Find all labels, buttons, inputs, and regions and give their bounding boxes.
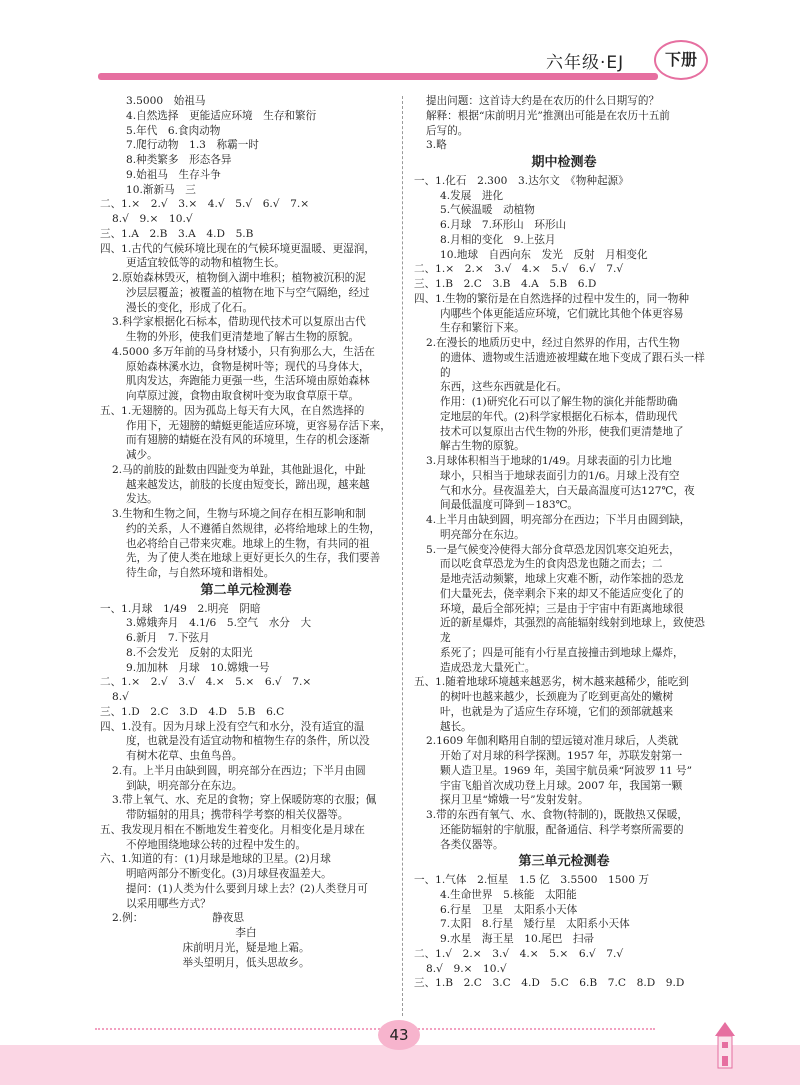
answer-line: 3.略 (426, 139, 447, 152)
answer-line: 沙层层覆盖；被覆盖的植物在地下与空气隔绝，经过 (126, 286, 370, 299)
grade-label: 六年级·EJ (546, 53, 625, 73)
right-column (414, 94, 714, 991)
answer-line: 而以吃食草恐龙为生的食肉恐龙也随之而去；二 (440, 558, 663, 571)
answer-line: 探月卫星“嫦娥一号”发射发射。 (440, 794, 589, 807)
answer-line: 2.马的前肢的趾数由四趾变为单趾，其他趾退化，中趾 (112, 463, 366, 476)
section-heading: 第三单元检测卷 (518, 854, 610, 870)
answer-line: 四、1.生物的繁衍是在自然选择的过程中发生的，同一物种 (414, 292, 689, 305)
answer-line: 3.科学家根据化石标本，借助现代技术可以复原出古代 (112, 316, 366, 329)
answer-line: 开始了对月球的科学探测。1957 年，苏联发射第一 (440, 750, 683, 762)
answer-line: 以采用哪些方式？ (126, 897, 211, 910)
answer-line: 颗人造卫星。1969 年，美国宇航员乘“阿波罗 11 号” (440, 764, 693, 777)
answer-line: 各类仪器等。 (440, 838, 504, 851)
page-number: 43 (378, 1020, 420, 1050)
answer-line: 技术可以复原出古代生物的外形，使我们更清楚地了 (440, 425, 684, 438)
answer-line: 二、1.× 2.√ 3.√ 4.× 5.× 6.√ 7.× (100, 676, 312, 689)
answer-line: 肌肉发达，奔跑能力更强一些，生活环境由原始森林 (126, 375, 370, 388)
answer-line: 8.√ 9.× 10.√ (426, 962, 507, 975)
answer-line: 7.爬行动物 1.3 称霸一时 (126, 139, 259, 152)
answer-line: 五、我发现月相在不断地发生着变化。月相变化是月球在 (100, 823, 365, 836)
answer-line: 也必将给自己带来灾难。地球上的生物，有共同的祖 (126, 537, 370, 550)
footer-wave (0, 1045, 800, 1085)
tower-icon (712, 1020, 738, 1070)
answer-line: 提问：(1)人类为什么要到月球上去？(2)人类登月可 (126, 882, 368, 895)
answer-line: 3.5000 始祖马 (126, 95, 206, 107)
answer-line: 五、1.无翅膀的。因为孤岛上每天有大风，在自然选择的 (100, 404, 365, 417)
answer-line: 三、1.B 2.C 3.C 4.D 5.C 6.B 7.C 8.D 9.D (414, 977, 685, 990)
answer-line: 约的关系，人不遵循自然规律，必将给地球上的生物， (126, 522, 381, 535)
footer-dotted-line (95, 1028, 655, 1030)
answer-line: 二、1.× 2.× 3.√ 4.× 5.√ 6.√ 7.√ (414, 263, 624, 276)
answer-line: 4.发展 进化 (440, 189, 504, 202)
answer-line: 8.不会发光 反射的太阳光 (126, 646, 253, 659)
answer-line: 向草原过渡，食物由取食树叶变为取食草原干草。 (126, 390, 360, 402)
answer-line: 定地层的年代。(2)科学家根据化石标本，借助现代 (440, 410, 678, 423)
answer-line: 不停地围绕地球公转的过程中发生的。 (126, 838, 307, 851)
answer-line: 四、1.古代的气候环境比现在的气候环境更温暖、更湿润， (100, 242, 375, 255)
answer-line: 而有翅膀的蜻蜓在没有风的环境里，生存的机会逐渐 (126, 434, 370, 447)
answer-line: 带防辐射的用具；携带科学考察的相关仪器等。 (126, 809, 349, 821)
left-column (100, 94, 392, 970)
answer-line: 先，为了使人类在地球上更好更长久的生存，我们要善 (126, 552, 381, 565)
answer-line: 作用：(1)研究化石可以了解生物的演化并能帮助确 (440, 396, 678, 408)
section-heading: 第二单元检测卷 (200, 582, 292, 598)
answer-line: 环境，最后全部死掉；三是由于宇宙中有距离地球很 (440, 602, 684, 615)
answer-line: 有树木花草、虫鱼鸟兽。 (126, 750, 243, 762)
answer-line: 系死了；四是可能有小行星直接撞击到地球上爆炸， (440, 646, 684, 659)
answer-line: 8.月相的变化 9.上弦月 (440, 233, 556, 246)
answer-line: 2.1609 年伽利略用自制的望远镜对准月球后，人类就 (426, 735, 679, 748)
column-divider (402, 96, 403, 1016)
answer-line: 5.气候温暖 动植物 (440, 204, 535, 217)
answer-line: 9.加加林 月球 10.嫦娥一号 (126, 661, 270, 674)
answer-line: 还能防辐射的宇航服，配备通信、科学考察所需要的 (440, 823, 684, 836)
answer-line: 4.自然选择 更能适应环境 生存和繁衍 (126, 109, 317, 122)
answer-line: 2.原始森林毁灭，植物倒入湖中堆积；植物被沉积的泥 (112, 272, 366, 284)
answer-line: 气和水分。昼夜温差大，白天最高温度可达127℃，夜 (440, 484, 695, 497)
answer-line: 内哪些个体更能适应环境，它们就比其他个体更容易 (440, 307, 684, 320)
answer-line: 后写的。 (426, 124, 469, 137)
page-footer (0, 1020, 800, 1085)
answer-line: 2.有。上半月由缺到圆，明亮部分在西边；下半月由圆 (112, 764, 366, 777)
answer-line: 6.新月 7.下弦月 (126, 632, 210, 644)
answer-line: 8.√ 9.× 10.√ (112, 213, 193, 225)
answer-line: 明暗两部分不断变化。(3)月球昼夜温差大。 (126, 868, 332, 880)
volume-badge: 下册 (654, 40, 708, 80)
header-bar (98, 73, 658, 80)
answer-line: 三、1.B 2.C 3.B 4.A 5.B 6.D (414, 278, 597, 290)
answer-line: 10.渐新马 三 (126, 183, 196, 196)
answer-line: 到缺，明亮部分在东边。 (126, 779, 243, 792)
answer-line: 3.带上氧气、水、充足的食物；穿上保暖防寒的衣服；佩 (112, 794, 377, 807)
answer-line: 生存和繁衍下来。 (440, 322, 525, 335)
answer-line: 的树叶也越来越少，长颈鹿为了吃到更高处的嫩树 (440, 691, 674, 703)
answer-line: 度，也就是没有适宜动物和植物生存的条件，所以没 (126, 735, 370, 748)
answer-line: 越来越发达，前肢的长度由短变长，蹄出现，越来越 (126, 478, 370, 491)
answer-line: 2.例： 静夜思 (112, 912, 244, 925)
answer-line: 9.始祖马 生存斗争 (126, 168, 221, 181)
page-header (0, 0, 800, 90)
answer-line: 四、1.没有。因为月球上没有空气和水分，没有适宜的温 (100, 720, 365, 733)
answer-line: 发达。 (126, 493, 158, 506)
answer-line: 的遗体、遗物或生活遗迹被埋藏在地下变成了跟石头一样的 (440, 351, 705, 379)
answer-line: 6.行星 卫星 太阳系小天体 (440, 903, 578, 916)
answer-line: 造成恐龙大量死亡。 (440, 661, 536, 674)
answer-line: 更适宜较低等的动物和植物生长。 (126, 257, 285, 270)
answer-line: 3.生物和生物之间，生物与环境之间存在相互影响和制 (112, 508, 366, 520)
answer-line: 生物的外形，使我们更清楚地了解古生物的原貌。 (126, 331, 360, 343)
answer-line: 三、1.A 2.B 3.A 4.D 5.B (100, 227, 254, 240)
answer-line: 们大量死去，侥幸剩余下来的却又不能适应变化了的 (440, 587, 684, 600)
answer-line: 间最低温度可降到－183℃。 (440, 499, 579, 512)
section-heading: 期中检测卷 (531, 155, 597, 170)
answer-line: 6.月球 7.环形山 环形山 (440, 219, 567, 231)
answer-line: 一、1.月球 1/49 2.明亮 阴暗 (100, 602, 261, 615)
answer-line: 宇宙飞船首次成功登上月球。2007 年，我国第一颗 (440, 779, 683, 792)
answer-line: 待生命，与自然环境和谐相处。 (126, 567, 275, 579)
answer-line: 5.年代 6.食肉动物 (126, 124, 221, 137)
answer-line: 4.生命世界 5.核能 太阳能 (440, 888, 577, 901)
answer-line: 5.一是气候变冷使得大部分食草恐龙因饥寒交迫死去， (426, 543, 680, 556)
answer-line: 3.带的东西有氧气、水、食物(特制的)，既散热又保暖， (426, 809, 689, 821)
answer-line: 解古生物的原貌。 (440, 440, 525, 453)
answer-line: 2.在漫长的地质历史中，经过自然界的作用，古代生物 (426, 337, 680, 349)
poem-line: 床前明月光，疑是地上霜。 (182, 941, 310, 954)
answer-line: 9.水星 海王星 10.尾巴 扫帚 (440, 933, 595, 945)
answer-line: 叶，也就是为了适应生存环境，它们的颈部就越来 (440, 705, 674, 718)
answer-line: 二、1.× 2.√ 3.× 4.√ 5.√ 6.√ 7.× (100, 198, 310, 211)
answer-line: 10.地球 自西向东 发光 反射 月相变化 (440, 248, 648, 261)
answer-line: 三、1.D 2.C 3.D 4.D 5.B 6.C (100, 705, 285, 718)
answer-line: 8.√ (112, 691, 129, 703)
answer-line: 4.5000 多万年前的马身材矮小，只有狗那么大，生活在 (112, 345, 375, 358)
answer-line: 原始森林溪水边，食物是树叶等；现代的马身体大， (126, 360, 370, 373)
answer-line: 一、1.化石 2.300 3.达尔文 《物种起源》 (414, 174, 629, 187)
answer-line: 越长。 (440, 720, 472, 733)
answer-line: 明亮部分在东边。 (440, 528, 525, 541)
poem-line: 李白 (235, 927, 257, 939)
answer-line: 8.种类繁多 形态各异 (126, 154, 232, 166)
answer-line: 3.月球体积相当于地球的1/49。月球表面的引力比地 (426, 455, 672, 467)
answer-line: 二、1.√ 2.× 3.√ 4.× 5.× 6.√ 7.√ (414, 947, 624, 960)
answer-line: 减少。 (126, 449, 158, 461)
poem-line: 举头望明月，低头思故乡。 (182, 956, 310, 969)
answer-line: 是地壳活动频繁，地球上灾难不断，动作笨拙的恐龙 (440, 573, 684, 585)
answer-line: 球小，只相当于地球表面引力的1/6。月球上没有空 (440, 469, 680, 482)
answer-line: 东西，这些东西就是化石。 (440, 381, 568, 394)
answer-line: 3.嫦娥奔月 4.1/6 5.空气 水分 大 (126, 617, 312, 630)
answer-line: 五、1.随着地球环境越来越恶劣，树木越来越稀少，能吃到 (414, 676, 689, 689)
answer-line: 漫长的变化，形成了化石。 (126, 301, 254, 314)
answer-line: 作用下，无翅膀的蜻蜓更能适应环境，更容易存活下来， (126, 419, 391, 432)
answer-line: 解释：根据“床前明月光”推测出可能是在农历十五前 (426, 109, 670, 122)
answer-line: 4.上半月由缺到圆，明亮部分在西边；下半月由圆到缺， (426, 514, 691, 526)
answer-line: 提出问题：这首诗大约是在农历的什么日期写的？ (426, 95, 660, 107)
answer-line: 一、1.气体 2.恒星 1.5 亿 3.5500 1500 万 (414, 874, 649, 886)
answer-line: 近的新星爆炸，其强烈的高能辐射线射到地球上，致使恐龙 (440, 617, 705, 644)
answer-line: 六、1.知道的有：(1)月球是地球的卫星。(2)月球 (100, 853, 331, 866)
answer-line: 7.太阳 8.行星 矮行星 太阳系小天体 (440, 918, 630, 931)
